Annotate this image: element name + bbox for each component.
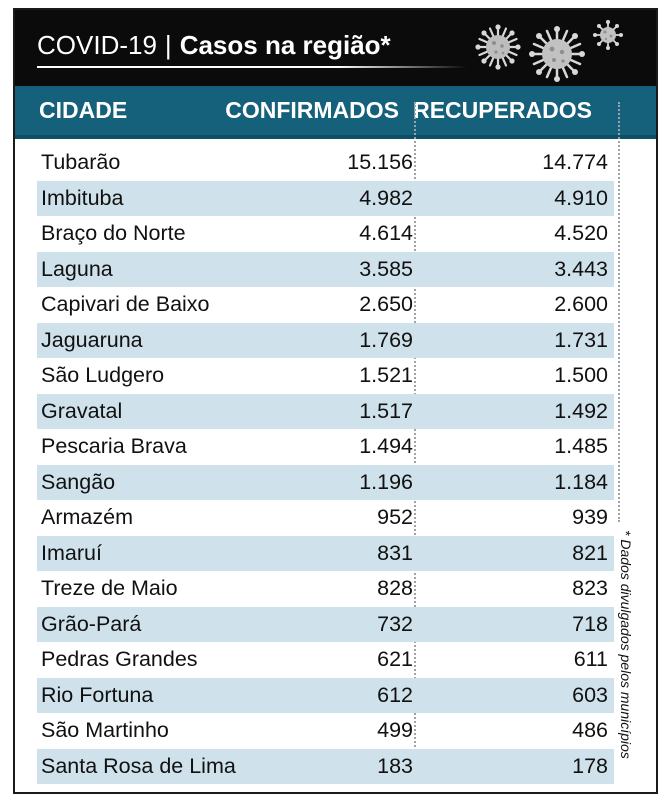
cell-city: Jaguaruna: [41, 327, 143, 352]
column-header-recovered: RECUPERADOS: [413, 97, 592, 123]
column-divider: [618, 102, 620, 522]
cell-city: Imaruí: [41, 540, 102, 565]
table-row: [37, 465, 614, 501]
cell-confirmed: 1.769: [359, 327, 413, 352]
cell-city: Grão-Pará: [41, 611, 142, 636]
cell-confirmed: 1.517: [359, 398, 413, 423]
cell-confirmed: 4.614: [359, 221, 413, 245]
cell-recovered: 1.492: [554, 398, 608, 423]
cell-confirmed: 732: [377, 611, 413, 636]
cell-confirmed: 831: [377, 540, 413, 565]
page-title: [37, 28, 391, 62]
cell-city: Laguna: [41, 256, 113, 281]
cell-confirmed: 15.156: [347, 150, 413, 174]
cell-confirmed: 183: [377, 753, 413, 778]
table-row: [37, 571, 614, 607]
cell-recovered: 1.731: [554, 327, 608, 352]
cell-confirmed: 1.196: [359, 469, 413, 494]
virus-icon: [529, 26, 585, 82]
cell-recovered: 486: [572, 718, 608, 742]
cell-city: Treze de Maio: [41, 576, 178, 600]
cell-recovered: 1.485: [554, 434, 608, 458]
table-row: [37, 358, 614, 394]
footnote: [619, 530, 649, 790]
table-row: [37, 429, 614, 465]
table-row: [37, 252, 614, 288]
title-prefix: COVID-19: [37, 30, 157, 60]
cell-recovered: 939: [572, 505, 608, 529]
table-header: [15, 86, 656, 139]
cell-confirmed: 4.982: [359, 185, 413, 210]
cell-confirmed: 499: [377, 718, 413, 742]
cell-city: Tubarão: [41, 150, 121, 174]
cell-recovered: 2.600: [554, 292, 608, 316]
cell-city: Santa Rosa de Lima: [41, 753, 236, 778]
title-bar: [15, 10, 656, 86]
table-row: [37, 713, 614, 749]
cell-recovered: 823: [572, 576, 608, 600]
table-row: [37, 500, 614, 536]
title-underline: [37, 66, 467, 68]
cell-recovered: 1.184: [554, 469, 608, 494]
cell-recovered: 603: [572, 682, 608, 707]
cell-city: Pedras Grandes: [41, 647, 198, 671]
cell-city: Imbituba: [41, 185, 124, 210]
cell-confirmed: 612: [377, 682, 413, 707]
table-row: [37, 181, 614, 217]
cell-recovered: 178: [572, 753, 608, 778]
cell-recovered: 611: [573, 647, 608, 671]
cell-confirmed: 3.585: [359, 256, 413, 281]
cell-city: Sangão: [41, 469, 116, 494]
cell-city: Braço do Norte: [41, 221, 186, 245]
table-row: [37, 536, 614, 572]
table-row: [37, 145, 614, 181]
cell-city: Rio Fortuna: [41, 682, 154, 707]
cell-recovered: 3.443: [554, 256, 608, 281]
column-header-confirmed: CONFIRMADOS: [225, 97, 399, 123]
cell-recovered: 4.910: [554, 185, 608, 210]
cell-confirmed: 1.494: [359, 434, 413, 458]
table-row: [37, 287, 614, 323]
table-row: [37, 607, 614, 643]
cell-city: Pescaria Brava: [41, 434, 187, 458]
cell-city: Gravatal: [41, 398, 123, 423]
cell-city: São Ludgero: [41, 363, 165, 387]
cell-confirmed: 2.650: [359, 292, 413, 316]
cell-city: Capivari de Baixo: [41, 292, 210, 316]
cell-recovered: 14.774: [542, 150, 608, 174]
table-row: [37, 749, 614, 785]
virus-icon: [475, 24, 521, 70]
column-header-city: CIDADE: [39, 97, 128, 123]
cell-city: Armazém: [41, 505, 133, 529]
table-row: [37, 323, 614, 359]
table-row: [37, 394, 614, 430]
table-body: [37, 145, 614, 784]
virus-icon: [593, 20, 623, 50]
covid-table-card: [13, 8, 658, 794]
cell-recovered: 1.500: [554, 363, 608, 387]
cell-confirmed: 952: [377, 505, 413, 529]
table-row: [37, 216, 614, 252]
cell-recovered: 4.520: [554, 221, 608, 245]
cell-confirmed: 828: [377, 576, 413, 600]
table-row: [37, 642, 614, 678]
cell-city: São Martinho: [41, 718, 169, 742]
footnote-text: * Dados divulgados pelos municípios: [618, 530, 634, 759]
cell-recovered: 821: [572, 540, 608, 565]
cell-confirmed: 621: [377, 647, 413, 671]
table-row: [37, 678, 614, 714]
cell-recovered: 718: [572, 611, 608, 636]
title-separator: |: [164, 30, 172, 60]
cell-confirmed: 1.521: [359, 363, 413, 387]
title-main: Casos na região*: [179, 30, 391, 60]
